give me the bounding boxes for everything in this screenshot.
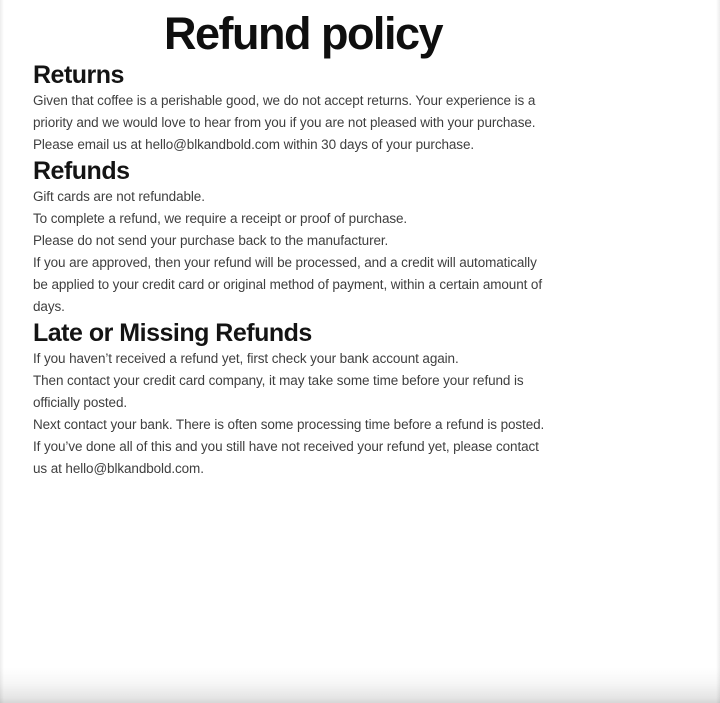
page-edge-shade-bottom [0, 667, 720, 703]
refunds-paragraph-gift-cards: Gift cards are not refundable. [33, 189, 205, 204]
text-line: be applied to your credit card or original method of payment, within a certain amount of [33, 277, 542, 292]
text-line: officially posted. [33, 395, 128, 410]
section-refunds [33, 156, 593, 318]
section-late-or-missing-refunds [33, 318, 593, 480]
returns-heading: Returns [33, 61, 124, 89]
refunds-paragraph-manufacturer: Please do not send your purchase back to the manufacturer. [33, 233, 389, 248]
text-line: days. [33, 299, 65, 314]
page-edge-shade-left [0, 0, 4, 703]
text-line: If you haven’t received a refund yet, first check your bank account again. [33, 351, 459, 366]
refund-policy-page [33, 0, 593, 480]
refunds-heading: Refunds [33, 157, 130, 185]
refunds-paragraph-receipt: To complete a refund, we require a receipt or proof of purchase. [33, 211, 408, 226]
page-edge-shade-right [716, 0, 720, 703]
text-line: Given that coffee is a perishable good, we do not accept returns. Your experience is a [33, 93, 536, 108]
text-line: If you are approved, then your refund will be processed, and a credit will automatically [33, 255, 537, 270]
page-title: Refund policy [163, 8, 442, 59]
text-line: priority and we would love to hear from you if you are not pleased with your purchase. [33, 115, 536, 130]
refunds-paragraph-approved [33, 252, 593, 318]
returns-paragraph [33, 90, 593, 156]
text-line: Please email us at hello@blkandbold.com within 30 days of your purchase. [33, 137, 475, 152]
text-line: If you’ve done all of this and you still have not received your refund yet, please contact [33, 439, 539, 454]
text-line: Next contact your bank. There is often some processing time before a refund is posted. [33, 417, 545, 432]
text-line: Then contact your credit card company, it may take some time before your refund is [33, 373, 524, 388]
late-or-missing-refunds-paragraph [33, 348, 593, 480]
late-or-missing-refunds-heading: Late or Missing Refunds [33, 319, 312, 347]
section-returns [33, 60, 593, 156]
text-line: us at hello@blkandbold.com. [33, 461, 204, 476]
